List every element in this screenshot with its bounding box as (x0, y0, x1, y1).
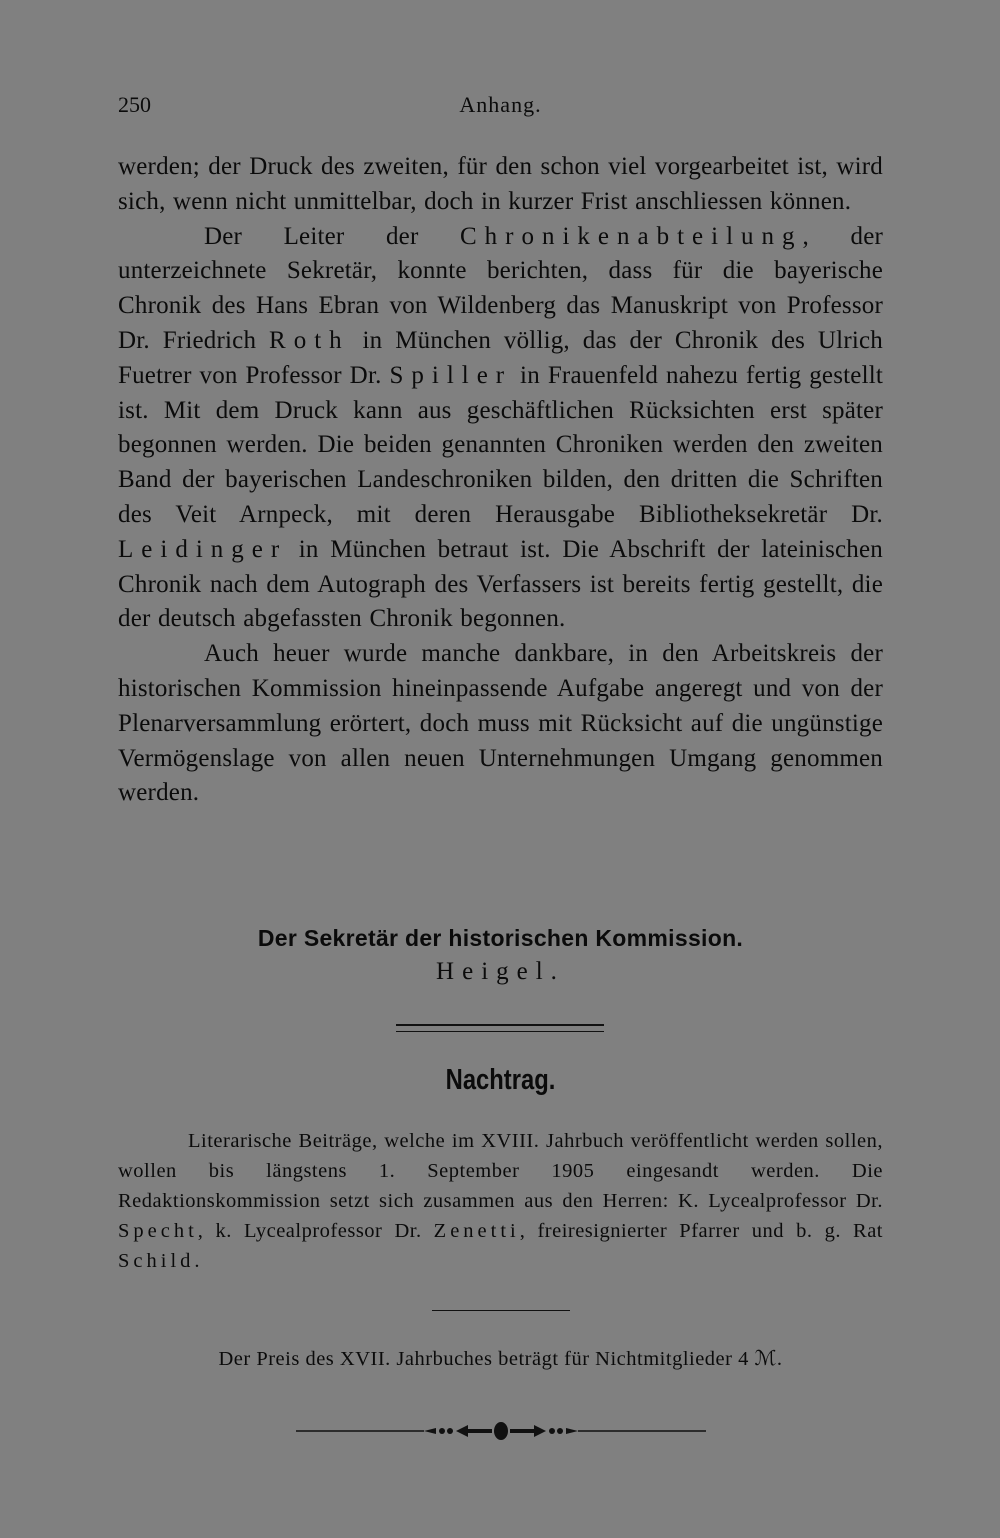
single-rule-divider (432, 1310, 570, 1311)
paragraph-2 (118, 220, 883, 638)
body-text (118, 150, 883, 811)
price-note: Der Preis des XVII. Jahrbuches beträgt für Nichtmitglieder 4 ℳ. (218, 1348, 783, 1370)
nachtrag-text (118, 1126, 883, 1276)
spaced-name-leidinger: Leidinger (118, 535, 288, 563)
nachtrag-text-part: . (194, 1250, 201, 1272)
paragraph-1-text: werden; der Druck des zweiten, für den schon viel vorgearbeitet ist, wird sich, wenn nicht unmittelbar, doch in kurzer Frist anschliessen können. (118, 153, 883, 215)
spaced-name-spiller: Spiller (389, 361, 513, 389)
running-head (118, 92, 883, 126)
spaced-name-zenetti: Zenetti (433, 1220, 520, 1242)
paragraph-2-text: , der unterzeichnete Sekretär, konnte berichten, dass für die bayerische Chronik des Hans Ebran von Wildenberg das Manuskript von Professor Dr. Friedrich (118, 222, 884, 354)
ornamental-rule-icon (296, 1419, 706, 1443)
spaced-term-chronikenabteilung: Chronikenabteilung (459, 222, 803, 250)
paragraph-2-text: in München völlig, das der Chronik des Ulrich Fuetrer von Professor Dr. (118, 326, 883, 389)
nachtrag-text-part: , k. Lycealprofessor Dr. (197, 1220, 434, 1242)
spaced-name-roth: Roth (269, 326, 350, 354)
signature-title: Der Sekretär der historischen Kommission. (257, 925, 744, 951)
nachtrag-text-part: , freiresignierter Pfarrer und b. g. Rat (519, 1220, 883, 1242)
paragraph-3-text: Auch heuer wurde manche dankbare, in den Arbeitskreis der historischen Kommission hineinpassende Aufgabe angeregt und von der Plenarversammlung erörtert, doch muss mit Rücksicht auf die ungünstige Vermögenslage von allen neuen Unternehmungen Umgang genommen werden. (118, 640, 883, 807)
paragraph-2-text: in München betraut ist. Die Abschrift der lateinischen Chronik nach dem Autograph des Verfassers ist bereits fertig gestellt, die der deutsch abgefassten Chronik begonnen. (118, 535, 883, 633)
signature-name: Heigel. (436, 958, 565, 985)
nachtrag-paragraph (118, 1126, 883, 1276)
running-head-title: Anhang. (459, 92, 542, 117)
paragraph-2-text: in Frauenfeld nahezu fertig gestellt ist. Mit dem Druck kann aus geschäftlichen Rücksichten erst später begonnen werden. Die beiden genannten Chroniken werden den zweiten Band der bayerischen Landeschroniken bilden, den dritten die Schriften des Veit Arnpeck, mit deren Herausgabe Bibliotheksekretär Dr. (118, 361, 884, 528)
paragraph-2-text: Der Leiter der (204, 222, 460, 250)
nachtrag-text-part: Literarische Beiträge, welche im XVIII. Jahrbuch veröffentlicht werden sollen, wollen bis längstens 1. September 1905 eingesandt werden. Die Redaktionskommission setzt sich zusammen aus den Herren: K. Lycealprofessor Dr. (118, 1130, 883, 1212)
page-number: 250 (118, 92, 151, 117)
spaced-name-schild: Schild (118, 1250, 195, 1272)
paragraph-3 (118, 637, 883, 811)
double-rule-divider (396, 1024, 604, 1032)
section-heading-nachtrag: Nachtrag. (445, 1064, 556, 1096)
spaced-name-specht: Specht (118, 1220, 198, 1242)
paragraph-1 (118, 150, 883, 220)
